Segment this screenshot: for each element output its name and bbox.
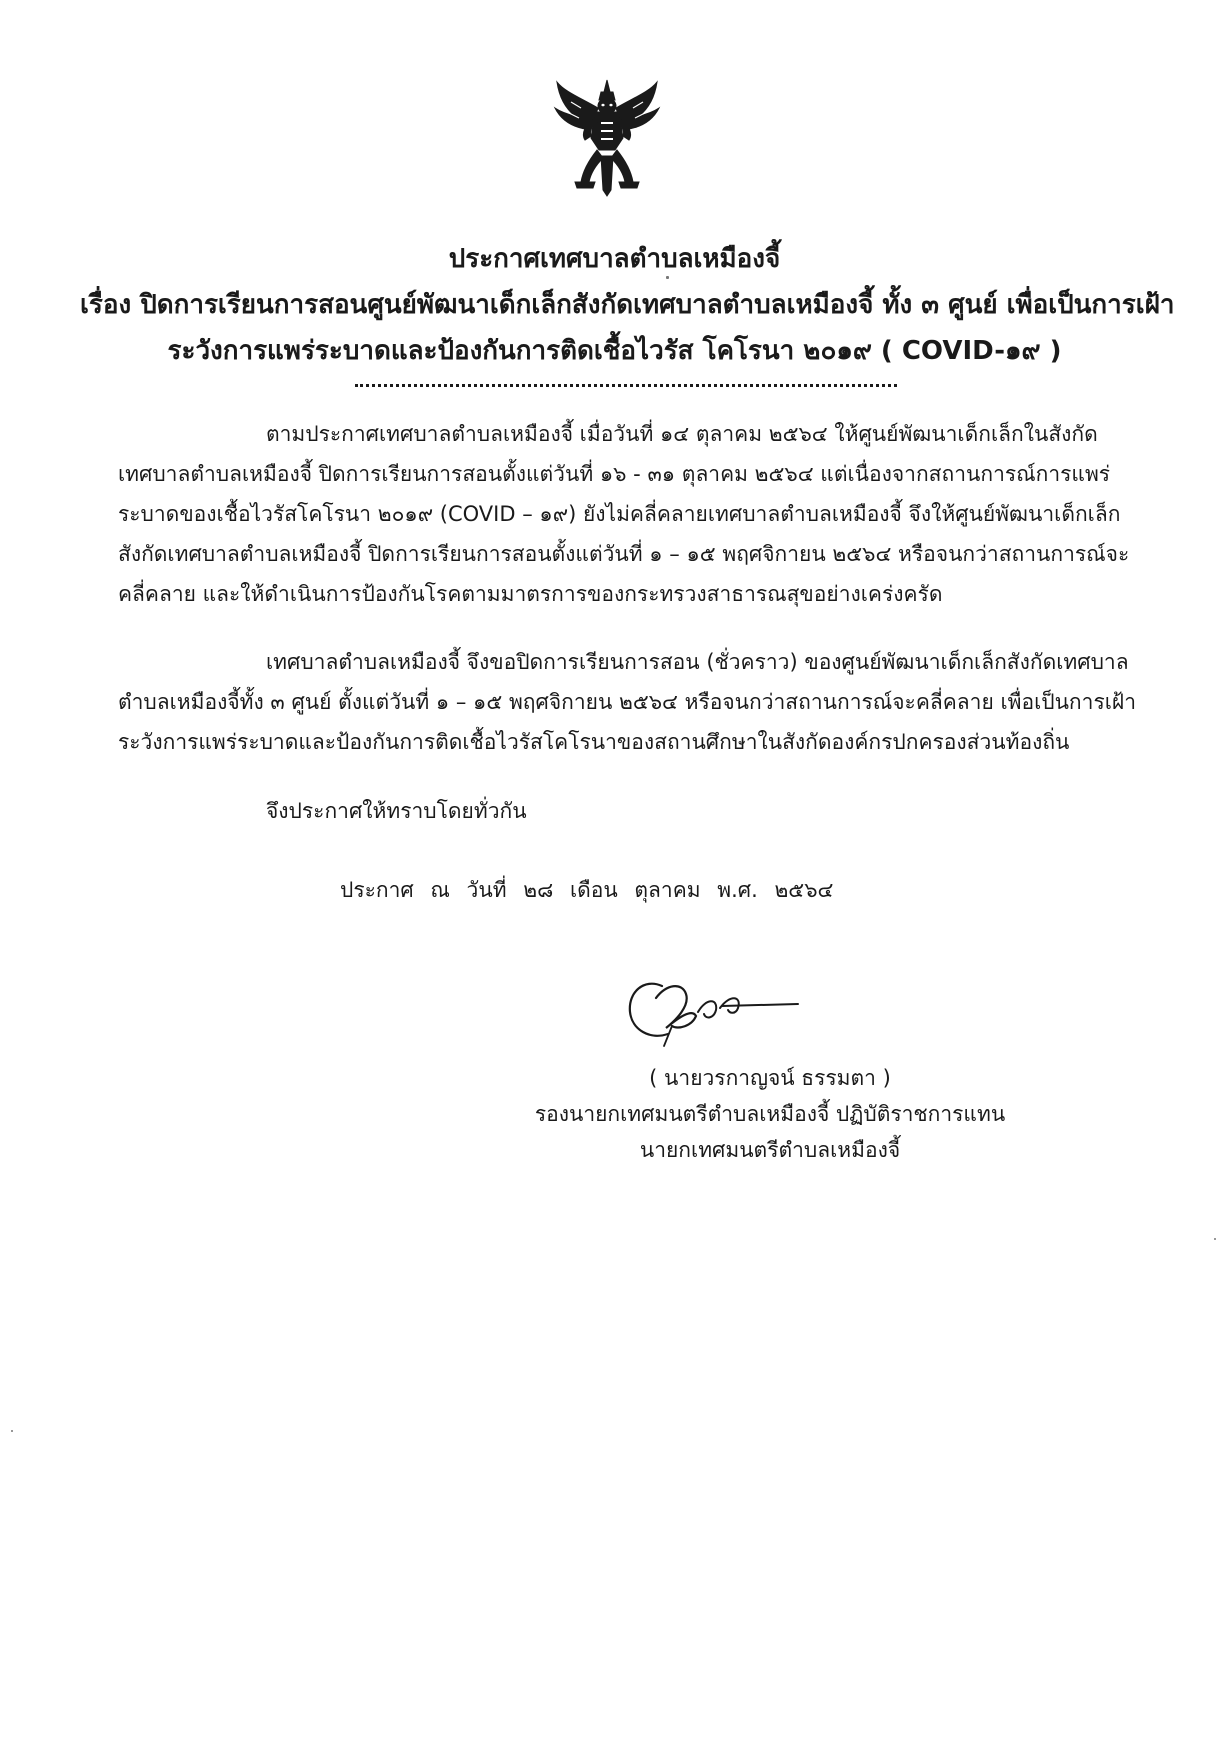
body-paragraph-1 — [118, 414, 1136, 614]
scan-speck — [1214, 1238, 1216, 1240]
closing-statement: จึงประกาศให้ทราบโดยทั่วกัน — [266, 799, 527, 823]
scan-speck — [666, 276, 669, 279]
title-line-1: ประกาศเทศบาลตำบลเหมืองจี้ — [448, 244, 781, 274]
paragraph-1-line: เทศบาลตำบลเหมืองจี้ ปิดการเรียนการสอนตั้งแต่วันที่ ๑๖ - ๓๑ ตุลาคม ๒๕๖๔ แต่เนื่องจากสถานการณ์การแพร่ — [118, 462, 1111, 486]
paragraph-1-line: สังกัดเทศบาลตำบลเหมืองจี้ ปิดการเรียนการสอนตั้งแต่วันที่ ๑ – ๑๕ พฤศจิกายน ๒๕๖๔ หรือจนกว่าสถานการณ์จะ — [118, 542, 1130, 566]
handwritten-signature — [622, 968, 802, 1054]
paragraph-1-line: คลี่คลาย และให้ดำเนินการป้องกันโรคตามมาตรการของกระทรวงสาธารณสุขอย่างเคร่งครัด — [118, 582, 943, 606]
dotted-divider — [355, 384, 897, 387]
garuda-emblem — [551, 78, 663, 198]
paragraph-1-line: ตามประกาศเทศบาลตำบลเหมืองจี้ เมื่อวันที่ ๑๔ ตุลาคม ๒๕๖๔ ให้ศูนย์พัฒนาเด็กเล็กในสังกัด — [266, 422, 1098, 446]
signatory-position: รองนายกเทศมนตรีตำบลเหมืองจี้ ปฏิบัติราชการแทน — [534, 1102, 1006, 1126]
signatory-block — [520, 1060, 1020, 1168]
signatory-name: ( นายวรกาญจน์ ธรรมตา ) — [649, 1066, 891, 1090]
paragraph-2-line: ตำบลเหมืองจี้ทั้ง ๓ ศูนย์ ตั้งแต่วันที่ ๑ – ๑๕ พฤศจิกายน ๒๕๖๔ หรือจนกว่าสถานการณ์จะคลี่คลาย เพื่อเป็นการเฝ้า — [118, 690, 1136, 714]
paragraph-2-line: ระวังการแพร่ระบาดและป้องกันการติดเชื้อไวรัสโคโรนาของสถานศึกษาในสังกัดองค์กรปกครองส่วนท้องถิ่น — [118, 730, 1070, 754]
signatory-position-on-behalf: นายกเทศมนตรีตำบลเหมืองจี้ — [639, 1138, 901, 1162]
announcement-date: ประกาศ ณ วันที่ ๒๘ เดือน ตุลาคม พ.ศ. ๒๕๖๔ — [340, 878, 834, 902]
paragraph-2-line: เทศบาลตำบลเหมืองจี้ จึงขอปิดการเรียนการสอน (ชั่วคราว) ของศูนย์พัฒนาเด็กเล็กสังกัดเทศบาล — [266, 650, 1129, 674]
scan-speck — [11, 1430, 13, 1432]
document-title — [80, 236, 1175, 374]
paragraph-1-line: ระบาดของเชื้อไวรัสโคโรนา ๒๐๑๙ (COVID – ๑๙) ยังไม่คลี่คลายเทศบาลตำบลเหมืองจี้ จึงให้ศูนย์พัฒนาเด็กเล็ก — [118, 502, 1121, 526]
title-line-2: เรื่อง ปิดการเรียนการสอนศูนย์พัฒนาเด็กเล็กสังกัดเทศบาลตำบลเหมืองจี้ ทั้ง ๓ ศูนย์ เพื่อเป็นการเฝ้า — [80, 290, 1175, 320]
body-paragraph-2 — [118, 642, 1136, 762]
title-line-3: ระวังการแพร่ระบาดและป้องกันการติดเชื้อไวรัส โคโรนา ๒๐๑๙ ( COVID-๑๙ ) — [167, 336, 1062, 366]
